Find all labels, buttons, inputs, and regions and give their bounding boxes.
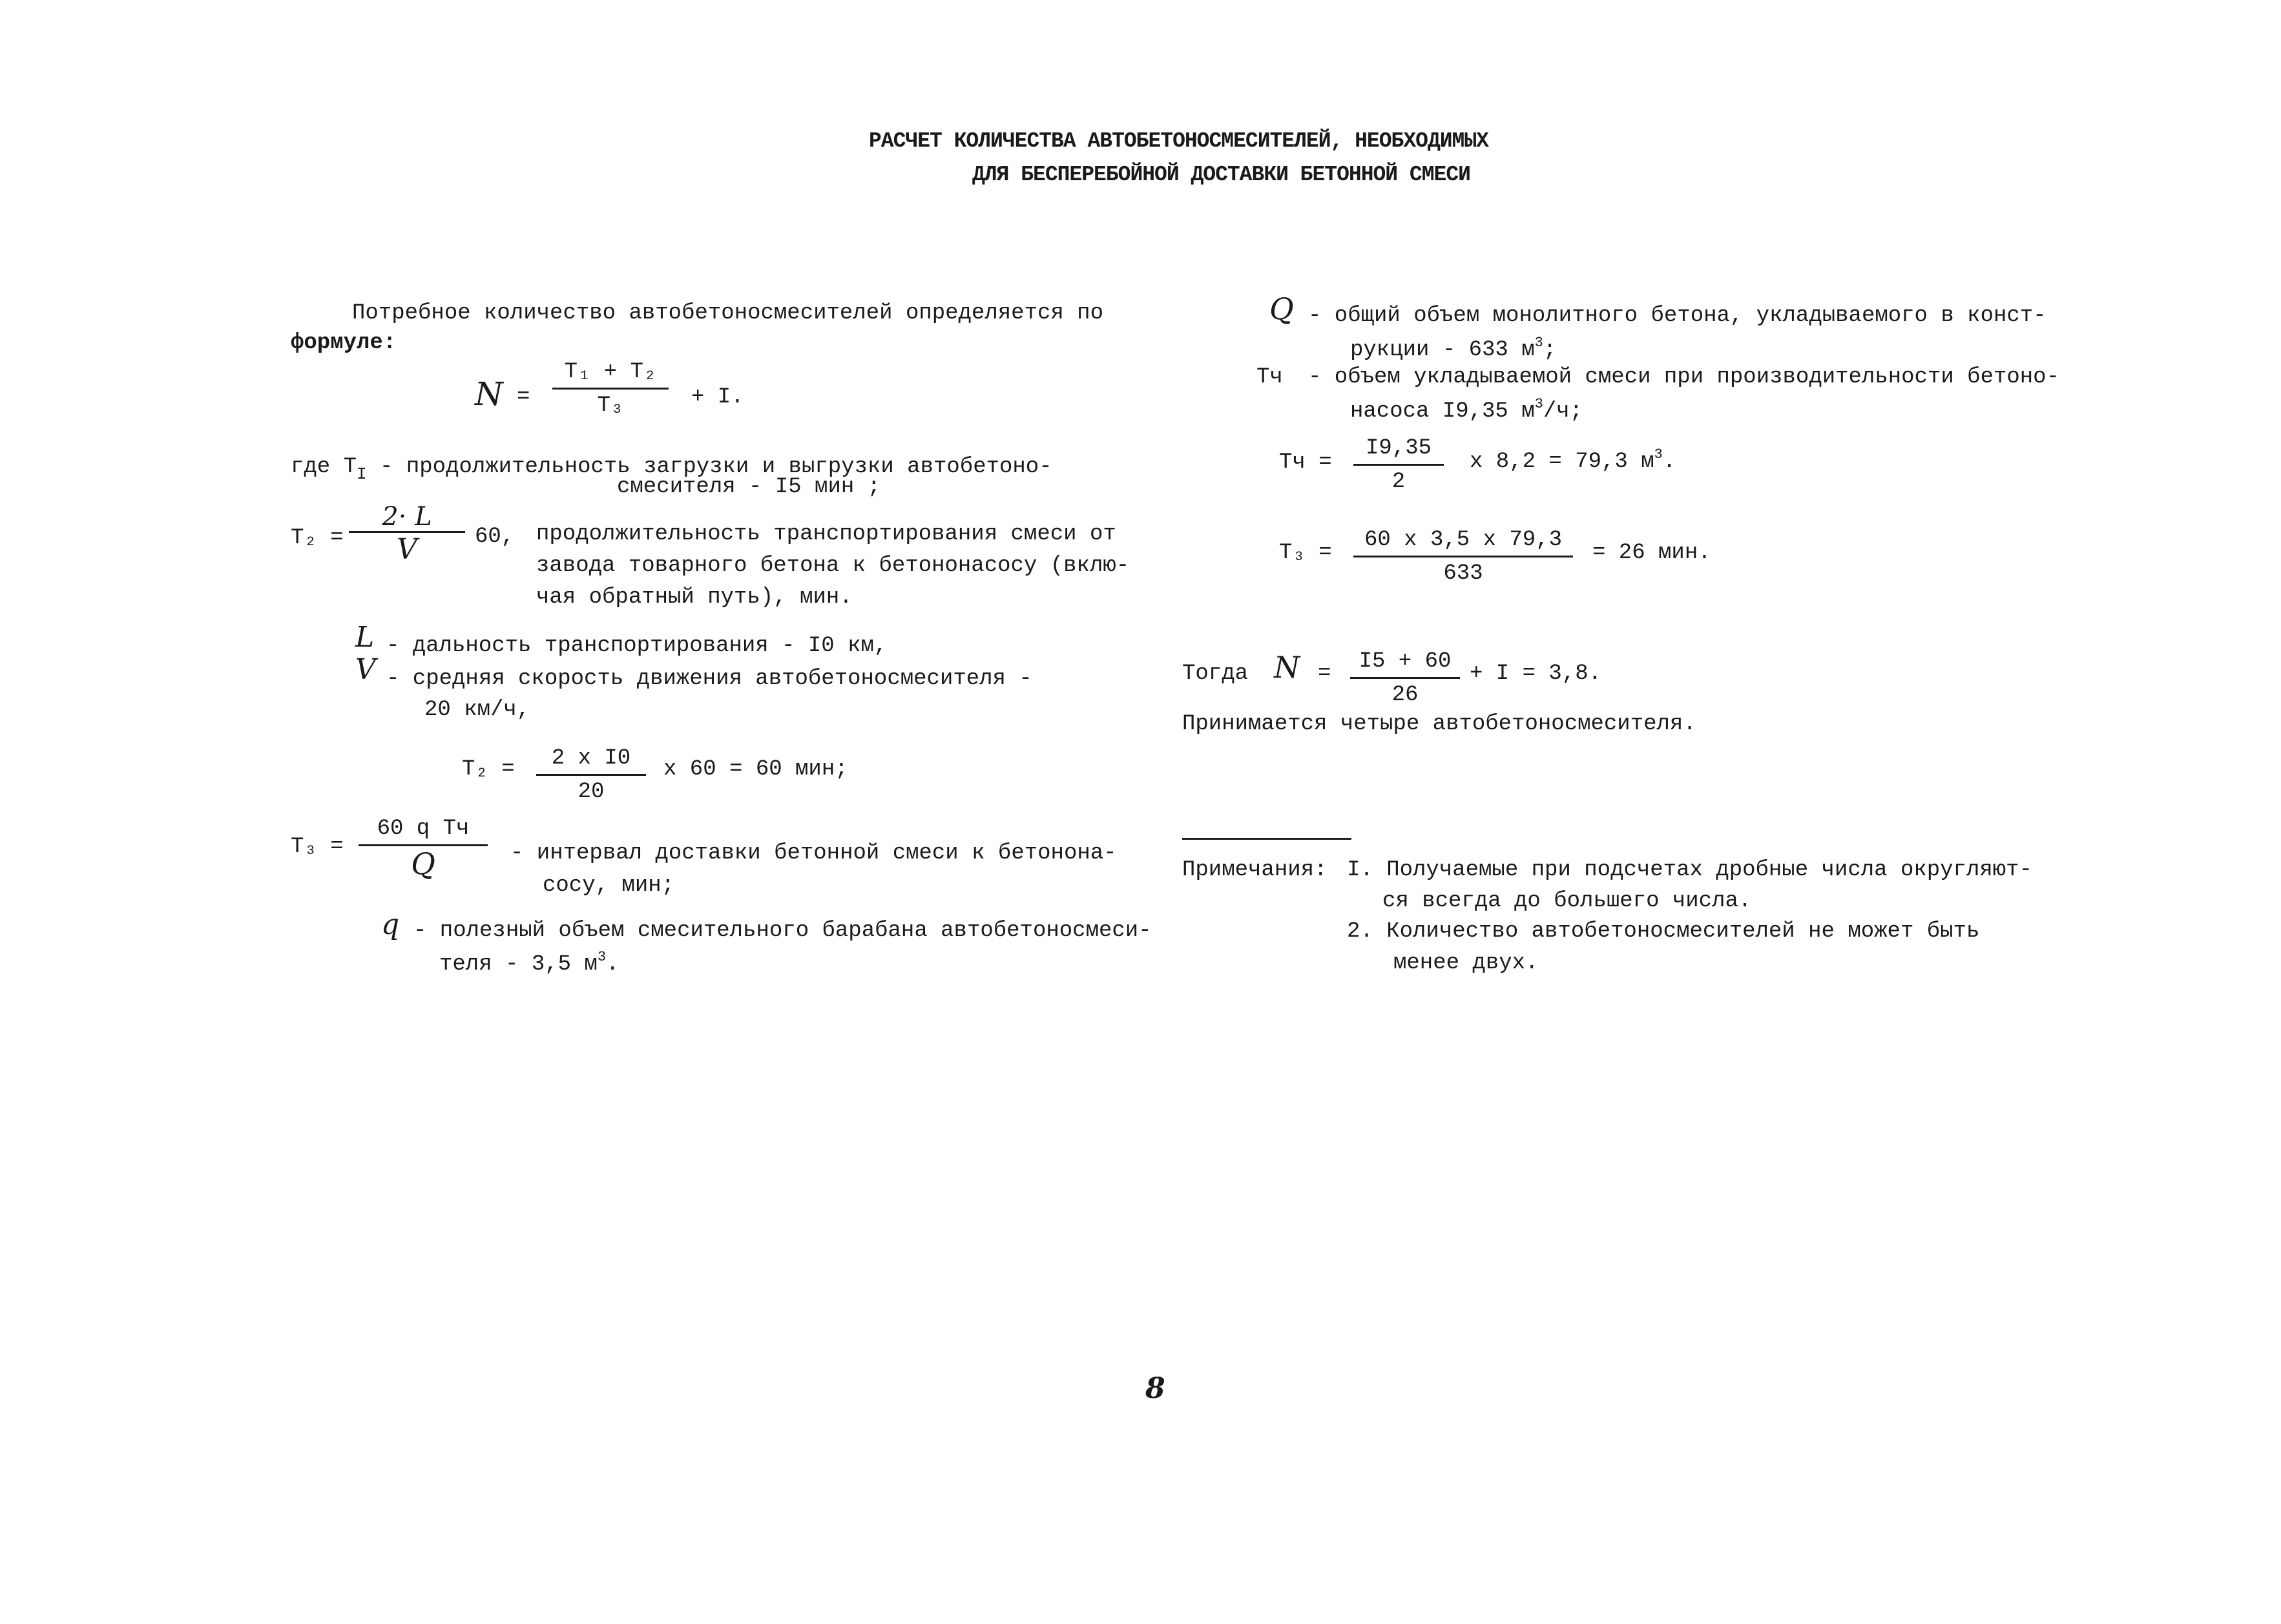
t2-calc-numerator: 2 x I0 [536,745,646,776]
t2-tail: 60, [475,525,515,549]
q-big-symbol: Q [1269,291,1294,326]
title-line-2: ДЛЯ БЕСПЕРЕБОЙНОЙ ДОСТАВКИ БЕТОННОЙ СМЕСИ [972,163,1470,187]
t2-text-line-2: завода товарного бетона к бетононасосу (вклю- [536,554,1130,578]
intro-line-1: Потребное количество автобетоносмесителей определяется по [352,301,1103,326]
q-big-definition-line-1: - общий объем монолитного бетона, укладываемого в конст- [1308,304,2047,328]
title-line-1: РАСЧЕТ КОЛИЧЕСТВА АВТОБЕТОНОСМЕСИТЕЛЕЙ, НЕОБХОДИМЫХ [869,129,1488,153]
q-line-2-text: теля - 3,5 м [439,952,598,977]
tch-calc-fraction [1353,435,1444,495]
q-big-definition-line-2 [1350,334,1556,364]
intro-line-2: формуле: [291,331,397,355]
then-numerator: I5 + 60 [1350,648,1460,679]
page-number: 8 [1145,1372,1165,1405]
t2-text-line-1: продолжительность транспортирования смеси от [536,522,1116,547]
notes-label: Примечания: [1182,858,1328,882]
t3-calc-numerator: 60 x 3,5 x 79,3 [1353,526,1573,557]
tch-line-2-text: насоса I9,35 м [1350,399,1535,424]
t2-calc-tail: x 60 = 60 мин; [663,757,848,782]
t2-text-line-3: чая обратный путь), мин. [536,585,853,610]
t3-text-line-1: - интервал доставки бетонной смеси к бетонона- [510,841,1117,866]
note-1-line-2: ся всегда до большего числа. [1382,889,1752,913]
formula-n-denominator: T₃ [597,393,624,418]
tch-symbol: Tч [1256,365,1283,390]
q-symbol: q [381,908,400,941]
t3-numerator: 60 q Tч [359,815,488,846]
t3-calc-denominator: 633 [1443,561,1483,586]
t1-definition-line-2: смесителя - I5 мин ; [617,475,881,499]
q-definition-line-2 [439,948,619,979]
t3-denominator: Q [411,846,435,881]
accept-line: Принимается четыре автобетоносмесителя. [1182,712,1696,736]
t3-text-line-2: сосу, мин; [543,873,675,898]
tch-line-2-end: /ч; [1543,399,1583,424]
tch-calc-tail-text: x 8,2 = 79,3 м [1470,450,1654,474]
t2-calc-fraction [536,745,646,806]
then-denominator: 26 [1391,682,1419,707]
then-word: Тогда [1182,661,1249,686]
l-definition: - дальность транспортирования - I0 км, [386,634,888,658]
q-definition-line-1: - полезный объем смесительного барабана автобетоносмеси- [413,919,1152,943]
formula-n-fraction [552,359,669,419]
t1-text: - продолжительность загрузки и выгрузки автобетоно- [380,455,1052,479]
formula-n-numerator: T₁ + T₂ [552,359,669,390]
notes-divider [1182,838,1351,840]
tch-calc-tail-sup: 3 [1654,446,1663,463]
formula-n-lhs: N [475,375,503,413]
then-tail: + I = 3,8. [1470,661,1602,686]
formula-n-eq: = [517,385,530,410]
t1-prefix: где T [291,455,357,479]
q-line-2-end: . [606,952,620,977]
v-symbol: V [355,653,376,686]
then-eq: = [1318,661,1331,686]
then-n-symbol: N [1274,650,1300,685]
v-definition-line-2: 20 км/ч, [424,698,530,722]
t2-calc-lhs: T₂ = [462,757,515,782]
tch-calc-lhs: Tч = [1279,450,1332,475]
q-big-line-2-sup: 3 [1534,335,1543,351]
tch-calc-tail [1470,446,1676,476]
t1-subscript: I [357,464,367,484]
t3-lhs: T₃ = [291,835,344,859]
v-definition-line-1: - средняя скорость движения автобетоносмесителя - [386,667,1032,691]
t2-calc-denominator: 20 [578,779,605,804]
t2-numerator: 2· L [349,504,465,533]
then-fraction [1350,648,1460,709]
tch-line-2-sup: 3 [1534,396,1543,412]
t3-calc-tail: = 26 мин. [1592,541,1711,565]
t2-denominator: V [397,533,417,566]
t2-fraction [349,504,465,564]
tch-calc-tail-end: . [1662,450,1676,474]
note-1-line-1: I. Получаемые при подсчетах дробные числа округляют- [1347,858,2032,882]
tch-definition-line-1: - объем укладываемой смеси при производительности бетоно- [1308,365,2059,390]
formula-n-tail: + I. [691,385,744,410]
t3-calc-fraction [1353,526,1573,587]
t3-calc-lhs: T₃ = [1279,541,1332,565]
q-big-line-2-text: рукции - 633 м [1350,338,1535,362]
tch-definition-line-2 [1350,395,1583,426]
t2-lhs: T₂ = [291,526,344,550]
l-symbol: L [355,621,375,654]
q-line-2-sup: 3 [597,949,607,965]
t3-fraction [359,815,488,879]
q-big-line-2-end: ; [1543,338,1557,362]
tch-calc-numerator: I9,35 [1353,435,1444,466]
tch-calc-denominator: 2 [1391,469,1406,494]
note-2-line-2: менее двух. [1393,951,1539,975]
note-2-line-1: 2. Количество автобетоносмесителей не может быть [1347,919,1980,944]
